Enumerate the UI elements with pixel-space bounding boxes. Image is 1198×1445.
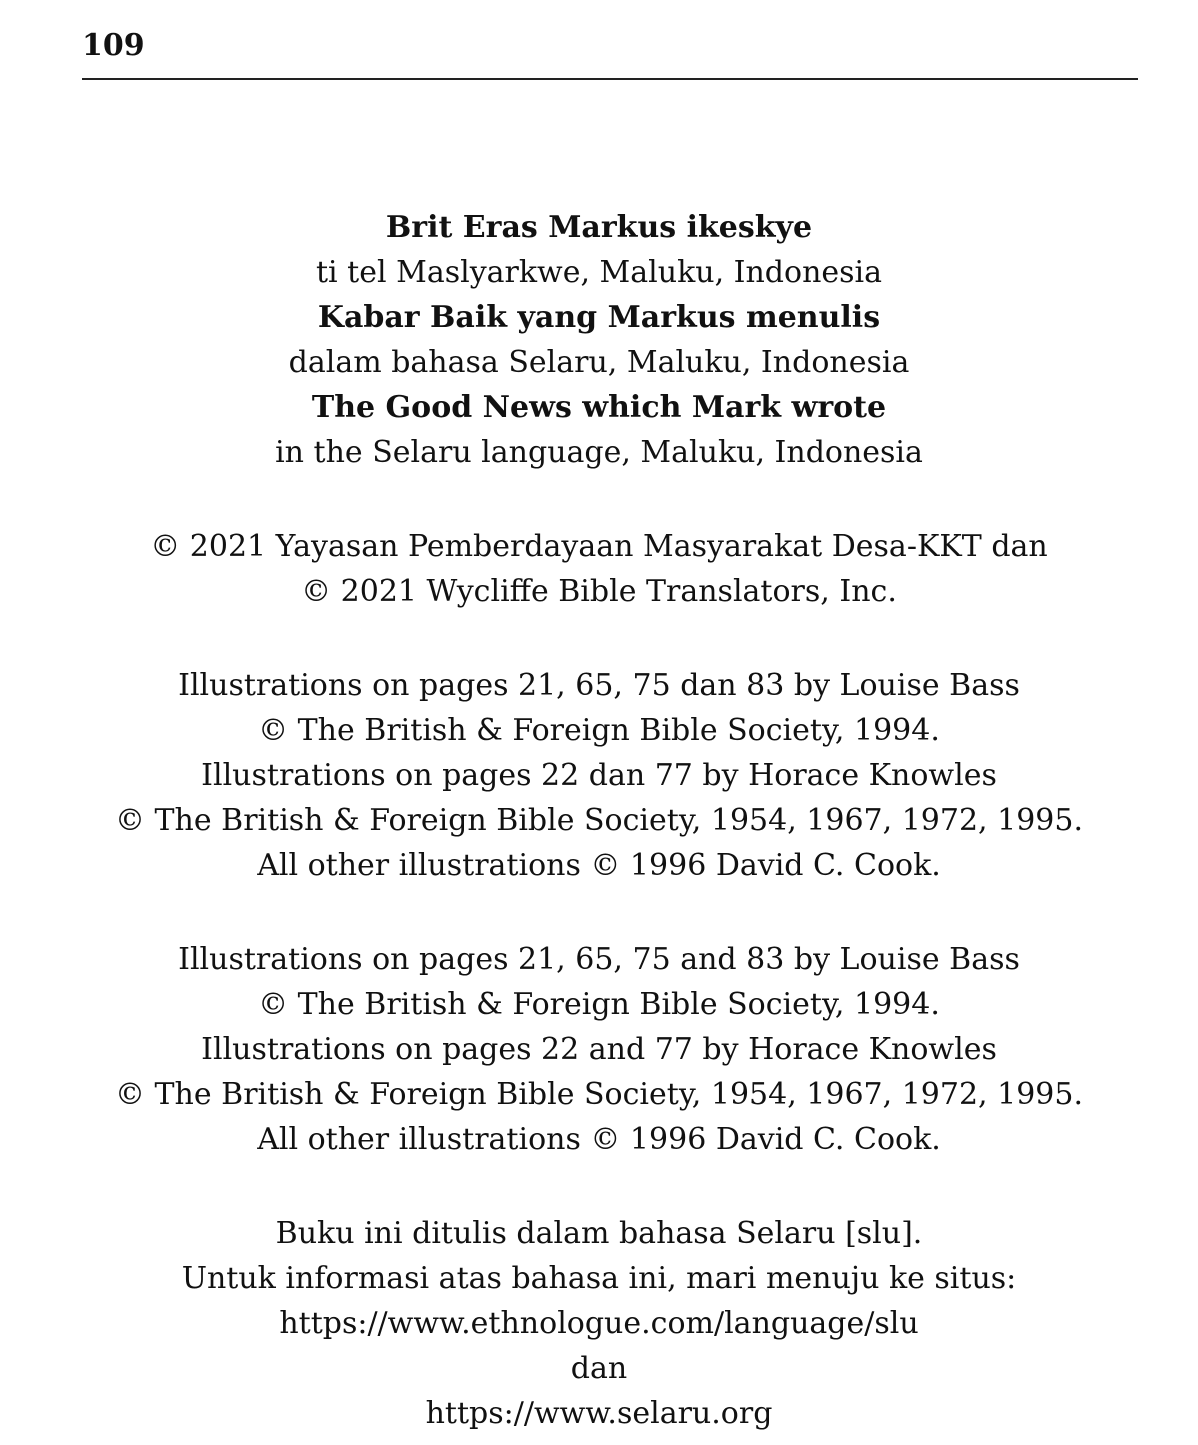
selaru-url: https://www.selaru.org xyxy=(425,1396,773,1431)
illustration-credit-line: © The British & Foreign Bible Society, 1954, 1967, 1972, 1995. xyxy=(115,1077,1083,1112)
ethnologue-url: https://www.ethnologue.com/language/slu xyxy=(279,1306,919,1341)
copyright-block xyxy=(0,524,1198,614)
subtitle-selaru: ti tel Maslyarkwe, Maluku, Indonesia xyxy=(315,255,883,290)
subtitle-english: in the Selaru language, Maluku, Indonesia xyxy=(275,435,923,470)
header-divider xyxy=(82,78,1138,80)
illustration-credit-line: Illustrations on pages 22 and 77 by Horace Knowles xyxy=(201,1032,997,1067)
illustration-credit-line: © The British & Foreign Bible Society, 1994. xyxy=(258,713,940,748)
copyright-line: © 2021 Yayasan Pemberdayaan Masyarakat Desa-KKT dan xyxy=(150,529,1048,564)
copyright-page-content xyxy=(0,205,1198,1436)
title-indonesian: Kabar Baik yang Markus menulis xyxy=(317,300,881,335)
title-selaru: Brit Eras Markus ikeskye xyxy=(385,210,813,245)
conjunction-text: dan xyxy=(570,1351,628,1386)
language-info-line: Buku ini ditulis dalam bahasa Selaru [slu]. xyxy=(275,1216,923,1251)
illustrations-credits-english xyxy=(0,937,1198,1162)
illustration-credit-line: Illustrations on pages 22 dan 77 by Horace Knowles xyxy=(201,758,997,793)
copyright-line: © 2021 Wycliffe Bible Translators, Inc. xyxy=(301,574,897,609)
illustration-credit-line: © The British & Foreign Bible Society, 1954, 1967, 1972, 1995. xyxy=(115,803,1083,838)
page-number: 109 xyxy=(82,28,145,63)
illustration-credit-line: Illustrations on pages 21, 65, 75 dan 83 by Louise Bass xyxy=(178,668,1020,703)
illustration-credit-line: © The British & Foreign Bible Society, 1994. xyxy=(258,987,940,1022)
illustration-credit-line: Illustrations on pages 21, 65, 75 and 83 by Louise Bass xyxy=(178,942,1020,977)
subtitle-indonesian: dalam bahasa Selaru, Maluku, Indonesia xyxy=(288,345,910,380)
title-english: The Good News which Mark wrote xyxy=(311,390,887,425)
title-block xyxy=(0,205,1198,475)
illustrations-credits-indonesian xyxy=(0,663,1198,888)
illustration-credit-line: All other illustrations © 1996 David C. Cook. xyxy=(257,1122,941,1157)
language-info-line: Untuk informasi atas bahasa ini, mari menuju ke situs: xyxy=(181,1261,1017,1296)
language-info-block xyxy=(0,1211,1198,1436)
illustration-credit-line: All other illustrations © 1996 David C. Cook. xyxy=(257,848,941,883)
